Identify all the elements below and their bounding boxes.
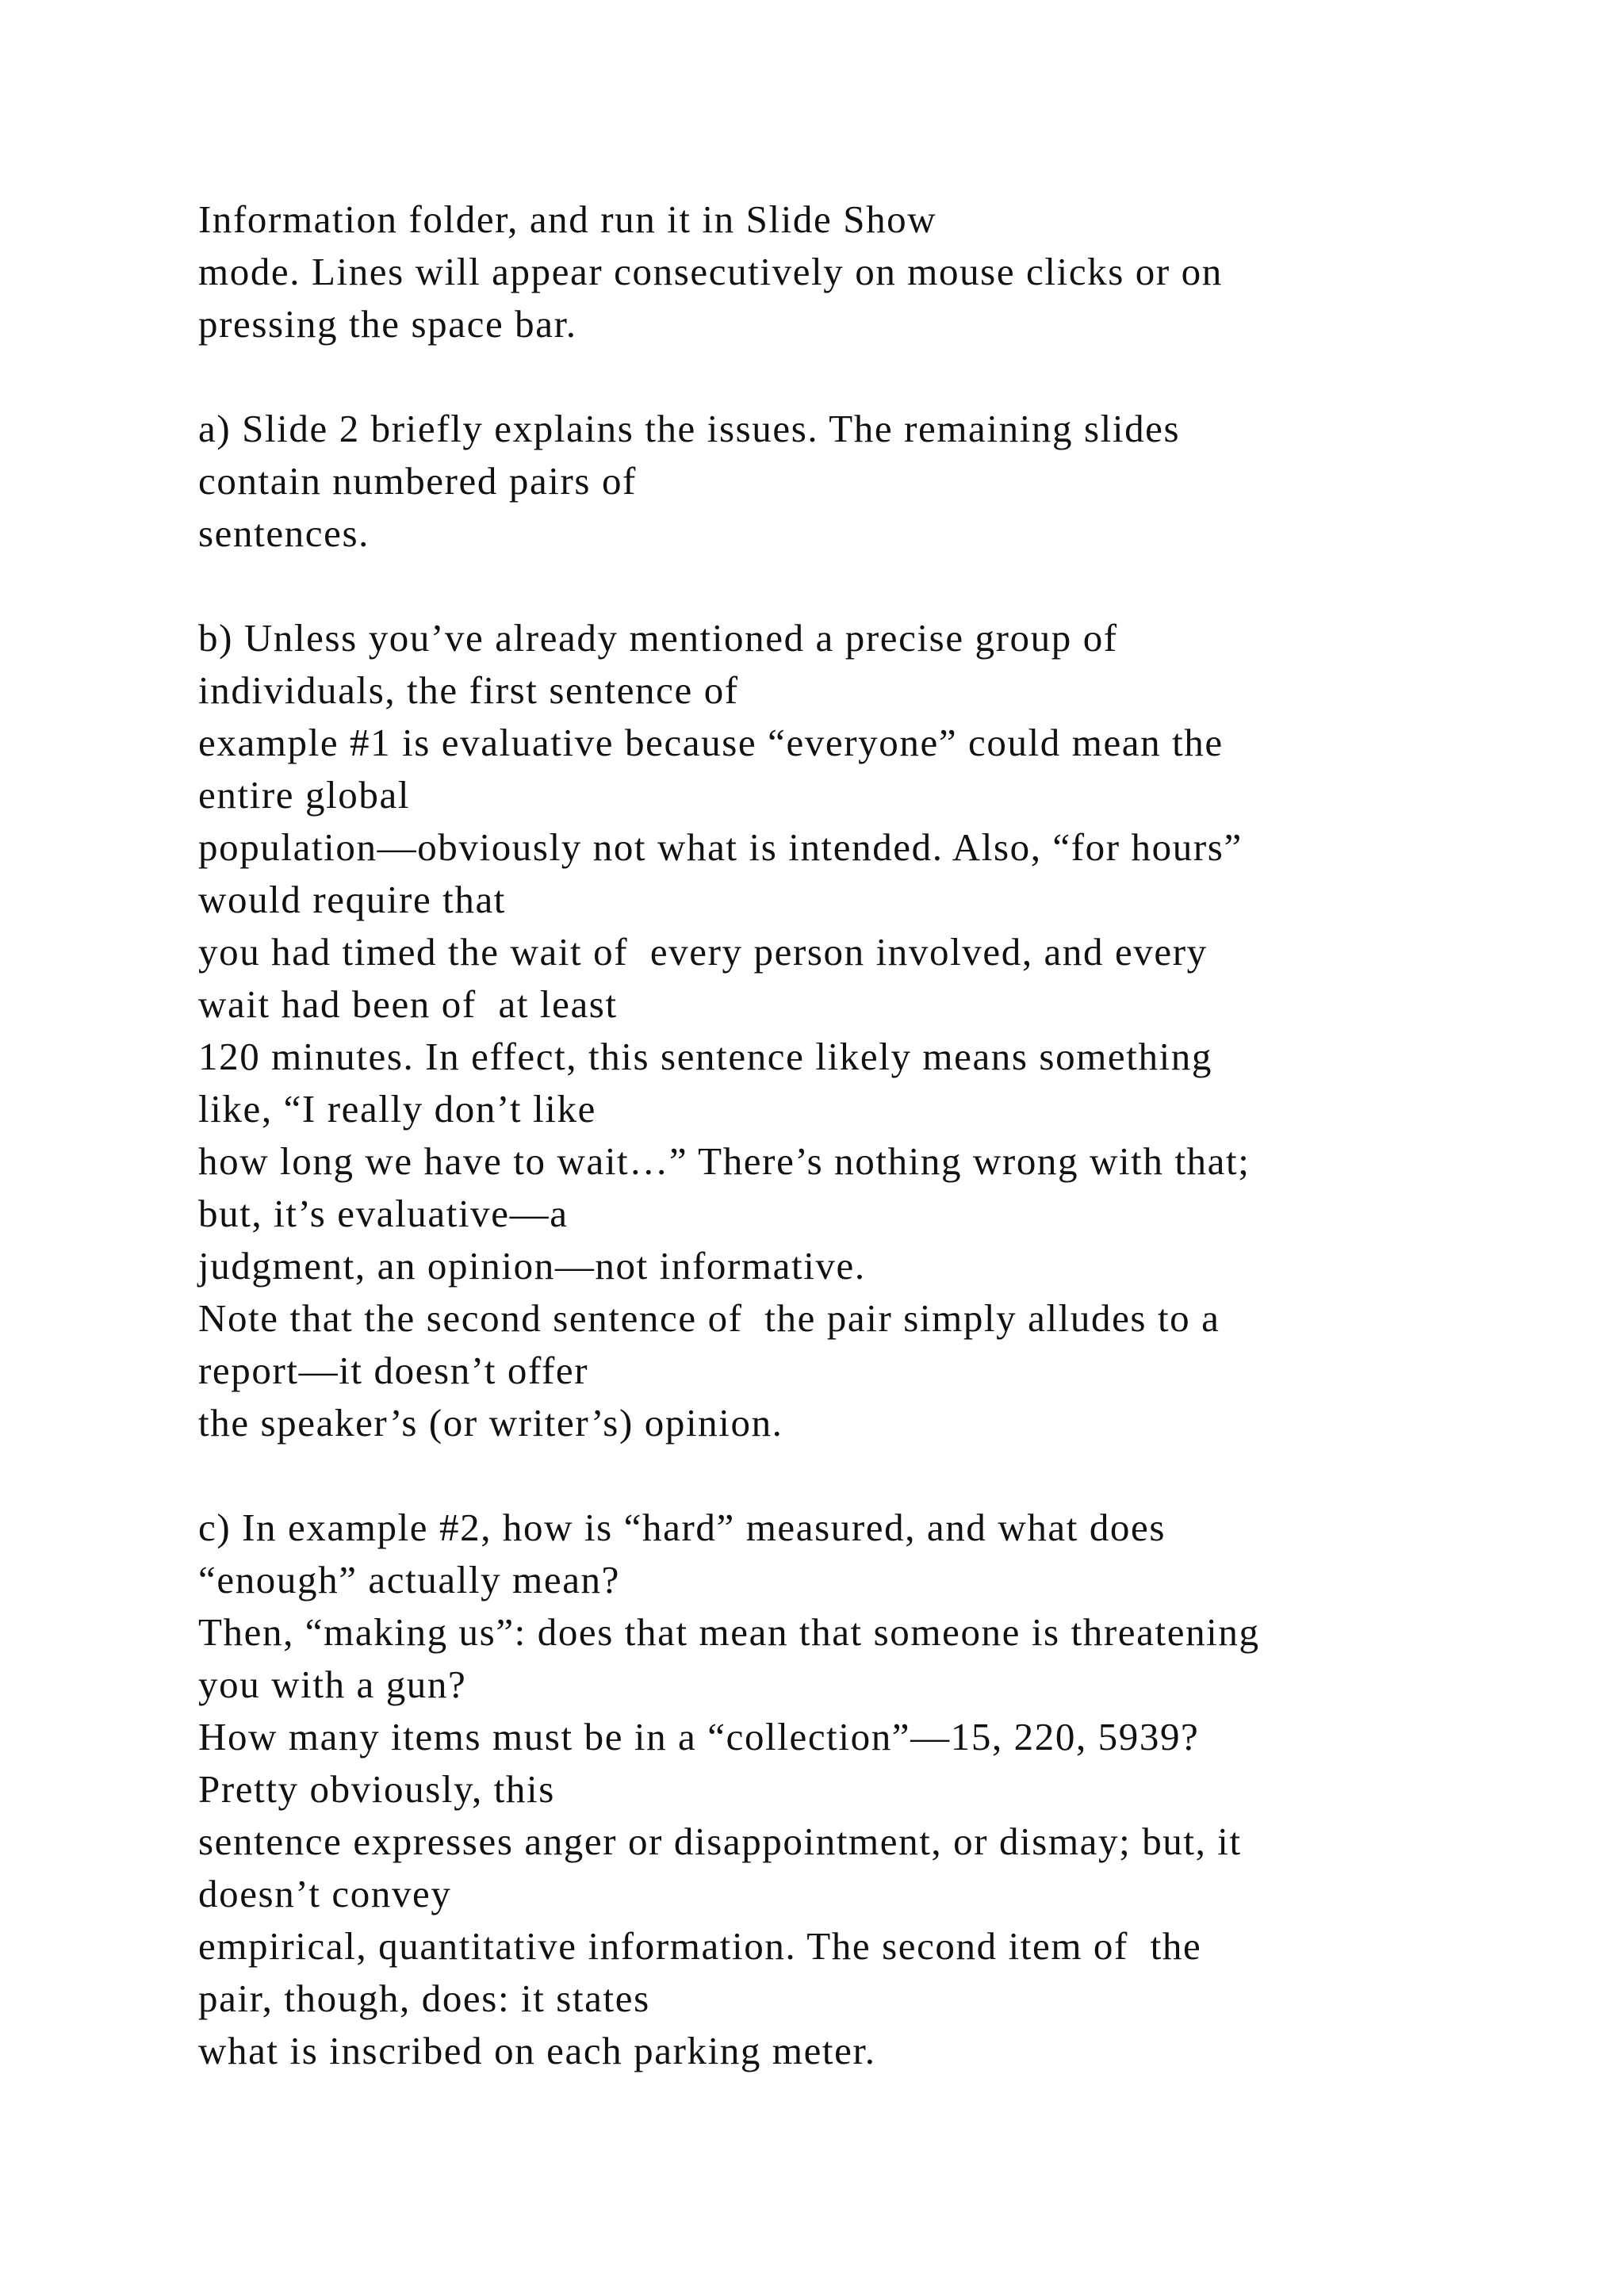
text-line: c) In example #2, how is “hard” measured, and what does [198,1506,1166,1549]
text-line: you had timed the wait of every person involved, and every [198,930,1208,974]
text-line: doesn’t convey [198,1872,452,1915]
text-line: you with a gun? [198,1663,467,1706]
text-line: empirical, quantitative information. The second item of the [198,1924,1202,1968]
text-line: population—obviously not what is intended. Also, “for hours” [198,825,1243,869]
text-line: what is inscribed on each parking meter. [198,2029,876,2072]
text-line: sentence expresses anger or disappointment, or dismay; but, it [198,1820,1242,1863]
text-line: the speaker’s (or writer’s) opinion. [198,1401,783,1445]
text-line: example #1 is evaluative because “everyone” could mean the [198,721,1224,764]
text-line: pair, though, does: it states [198,1976,650,2020]
text-line: Note that the second sentence of the pair simply alludes to a [198,1296,1220,1340]
text-line: mode. Lines will appear consecutively on mouse clicks or on [198,250,1223,293]
text-line: entire global [198,773,411,817]
text-line: Then, “making us”: does that mean that someone is threatening [198,1610,1260,1654]
text-line: pressing the space bar. [198,302,577,346]
text-line: would require that [198,878,507,921]
body-text [198,193,1546,2077]
text-line: judgment, an opinion—not informative. [198,1244,866,1288]
text-line: contain numbered pairs of [198,459,637,503]
text-line: but, it’s evaluative—a [198,1192,569,1235]
text-line: report—it doesn’t offer [198,1349,589,1392]
text-line [198,560,1546,612]
text-line: Information folder, and run it in Slide Show [198,197,937,241]
text-line: wait had been of at least [198,982,618,1026]
text-line: How many items must be in a “collection”—15, 220, 5939? [198,1715,1200,1758]
text-line: like, “I really don’t like [198,1087,596,1131]
text-line: a) Slide 2 briefly explains the issues. The remaining slides [198,407,1181,450]
text-line: Pretty obviously, this [198,1767,555,1811]
text-line: individuals, the first sentence of [198,668,739,712]
text-line: how long we have to wait…” There’s nothing wrong with that; [198,1139,1251,1183]
text-line: “enough” actually mean? [198,1558,620,1601]
text-line [198,350,1546,403]
text-line: 120 minutes. In effect, this sentence likely means something [198,1035,1212,1078]
text-line [198,1449,1546,1502]
text-line: b) Unless you’ve already mentioned a precise group of [198,616,1118,660]
text-line: sentences. [198,511,370,555]
